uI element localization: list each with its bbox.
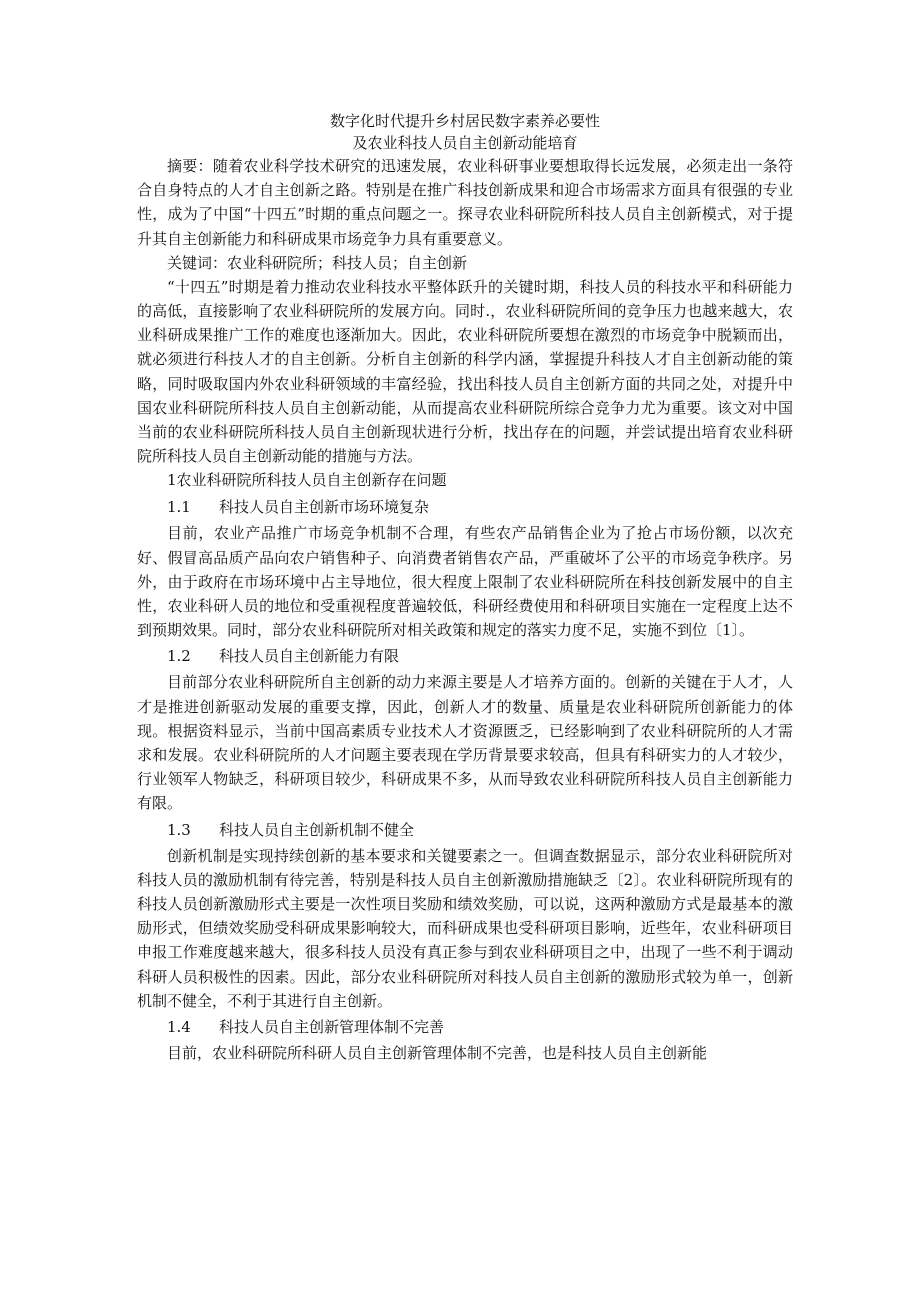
subsection-title: 科技人员自主创新市场环境复杂 xyxy=(219,498,430,517)
subsection-1-1-text: 目前，农业产品推广市场竞争机制不合理，有些农产品销售企业为了抢占市场份额，以次充好、假冒高品质产品向农户销售种子、向消费者销售农产品，严重破坏了公平的市场竞争秩序。另外，由于政府在市场环境中占主导地位，很大程度上限制了农业科研院所在科技创新发展中的自主性，农业科研人员的地位和受重视程度普遍较低，科研经费使用和科研项目实施在一定程度上达不到预期效果。同时，部分农业科研院所对相关政策和规定的落实力度不足，实施不到位〔1〕。 xyxy=(137,524,793,640)
keywords-line: 关键词：农业科研院所；科技人员；自主创新 xyxy=(167,253,468,272)
subsection-1-2-heading xyxy=(137,642,793,670)
intro-paragraph: “十四五”时期是着力推动农业科技水平整体跃升的关键时期，科技人员的科技水平和科研能力的高低，直接影响了农业科研院所的发展方向。同时.，农业科研院所间的竞争压力也越来越大，农业科研成果推广工作的难度也逐渐加大。因此，农业科研院所要想在激烈的市场竞争中脱颖而出，就必须进行科技人才的自主创新。分析自主创新的科学内涵，掌握提升科技人才自主创新动能的策略，同时吸取国内外农业科研领域的丰富经验，找出科技人员自主创新方面的共同之处，对提升中国农业科研院所科技人员自主创新动能，从而提高农业科研院所综合竞争力尤为重要。该文对中国当前的农业科研院所科技人员自主创新现状进行分析，找出存在的问题，并尝试提出培育农业科研院所科技人员自主创新动能的措施与方法。 xyxy=(137,277,793,466)
subsection-1-1-heading xyxy=(137,493,793,521)
title-line-1: 数字化时代提升乡村居民数字素养必要性 xyxy=(329,112,600,130)
subsection-number: 1.2 xyxy=(167,647,191,666)
subsection-number: 1.4 xyxy=(167,1018,191,1037)
subsection-title: 科技人员自主创新能力有限 xyxy=(219,647,400,666)
section-1-heading: 1农业科研院所科技人员自主创新存在问题 xyxy=(167,471,447,490)
subsection-1-4-heading xyxy=(137,1013,793,1041)
title-line-2: 及农业科技人员自主创新动能培育 xyxy=(352,134,578,152)
subsection-1-2-text: 目前部分农业科研院所自主创新的动力来源主要是人才培养方面的。创新的关键在于人才，人才是推进创新驱动发展的重要支撑，因此，创新人才的数量、质量是农业科研院所创新能力的体现。根据资料显示，当前中国高素质专业技术人才资源匮乏，已经影响到了农业科研院所的人才需求和发展。农业科研院所的人才问题主要表现在学历背景要求较高，但具有科研实力的人才较少，行业领军人物缺乏，科研项目较少，科研成果不多，从而导致农业科研院所科技人员自主创新能力有限。 xyxy=(137,673,793,813)
subsection-1-3-text: 创新机制是实现持续创新的基本要求和关键要素之一。但调查数据显示，部分农业科研院所对科技人员的激励机制有待完善，特别是科技人员自主创新激励措施缺乏〔2〕。农业科研院所现有的科技人员创新激励形式主要是一次性项目奖励和绩效奖励，可以说，这两种激励方式是最基本的激励形式，但绩效奖励受科研成果影响较大，而科研成果也受科研项目影响，近些年，农业科研项目申报工作难度越来越大，很多科技人员没有真正参与到农业科研项目之中，出现了一些不利于调动科研人员积极性的因素。因此，部分农业科研院所对科技人员自主创新的激励形式较为单一，创新机制不健全，不利于其进行自主创新。 xyxy=(137,846,793,1010)
subsection-number: 1.3 xyxy=(167,820,191,839)
subsection-number: 1.1 xyxy=(167,498,191,517)
subsection-1-3-heading xyxy=(137,816,793,844)
subsection-title: 科技人员自主创新管理体制不完善 xyxy=(219,1018,445,1037)
document-page xyxy=(137,110,793,1065)
abstract-paragraph: 摘要：随着农业科学技术研究的迅速发展，农业科研事业要想取得长远发展，必须走出一条符合自身特点的人才自主创新之路。特别是在推广科技创新成果和迎合市场需求方面具有很强的专业性，成为了中国“十四五”时期的重点问题之一。探寻农业科研院所科技人员自主创新模式，对于提升其自主创新能力和科研成果市场竞争力具有重要意义。 xyxy=(137,157,793,248)
subsection-1-4-text: 目前，农业科研院所科研人员自主创新管理体制不完善，也是科技人员自主创新能 xyxy=(167,1044,708,1063)
subsection-title: 科技人员自主创新机制不健全 xyxy=(219,820,415,839)
